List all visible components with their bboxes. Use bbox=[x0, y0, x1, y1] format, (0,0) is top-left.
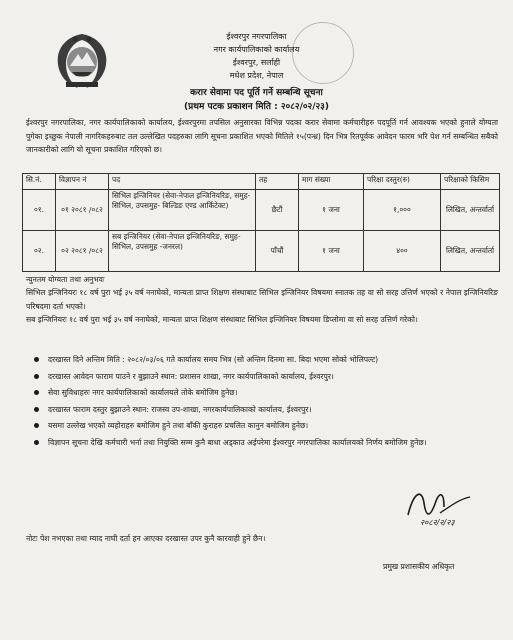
notice-intro: ईश्वरपुर नगरपालिका, नगर कार्यपालिकाको कार्यालय, ईश्वरपुरमा तपसिल अनुसारका विभिन्न पदका करार सेवामा कर्मचारीहरु पदपूर्ति गर्न आवश्यक भएको हुनाले योग्यता पुगेका इच्छुक नेपाली नागरिकहरुबाट तल उल्लेखित पदहरुका लागि सूचना प्रकाशित भएको मितिले १५(पन्ध्र) दिन भित्र रितपूर्वक आवेदन फारम भरि पेश गर्न सम्बन्धित सबैको जानकारीको लागि यो सूचना प्रकाशित गरिएको छ। bbox=[26, 118, 498, 154]
vacancy-table bbox=[22, 173, 500, 272]
table-row bbox=[23, 190, 500, 231]
header-address: ईश्वरपुर, सर्लाही bbox=[232, 58, 281, 67]
header-province: मधेश प्रदेश, नेपाल bbox=[229, 71, 284, 80]
table-header-row bbox=[23, 174, 500, 190]
handwritten-signature bbox=[400, 483, 490, 527]
cell-exam-type: लिखित, अन्तर्वार्ता bbox=[441, 231, 500, 272]
cell-sn: ०१. bbox=[23, 190, 56, 231]
col-post: पद bbox=[109, 174, 256, 190]
footer-note: नोटः पेश नभएका तथा म्याद नाघी दर्ता हन आएका दरखास्त उपर कुनै कारवाही हुने छैन। bbox=[26, 534, 266, 543]
cell-fee: ४०० bbox=[364, 231, 441, 272]
notice-title: करार सेवामा पद पूर्ति गर्ने सम्बन्धि सूचना bbox=[190, 88, 323, 98]
col-adv-no: विज्ञापन नं bbox=[56, 174, 109, 190]
qualification-civil-engineer: सिभिल इन्जिनियरः १८ वर्ष पुरा भई ३५ वर्ष ननाघेको, मान्यता प्राप्त शिक्षण संस्थाबाट सिभिल इन्जिनियर विषयमा स्नातक तह वा सो सरह उत्तिर्ण भएको र नेपाल इन्जिनियरिङ परिषदमा दर्ता भएको। bbox=[26, 288, 498, 311]
cell-fee: १,००० bbox=[364, 190, 441, 231]
col-sn: सि.नं. bbox=[23, 174, 56, 190]
col-level: तह bbox=[256, 174, 299, 190]
terms-list bbox=[30, 353, 500, 452]
col-fee: परिक्षा दस्तुर(रु) bbox=[364, 174, 441, 190]
cell-level: छैटौं bbox=[256, 190, 299, 231]
notice-subtitle: (प्रथम पटक प्रकाशन मिति : २०८२/०२/२३) bbox=[184, 102, 329, 112]
header-municipality: ईश्वरपुर नगरपालिका bbox=[226, 32, 287, 41]
cell-adv-no: ०१ २०८१ /०८२ bbox=[56, 190, 109, 231]
cell-level: पाँचौं bbox=[256, 231, 299, 272]
cell-sn: ०२. bbox=[23, 231, 56, 272]
signatory-title: प्रमुख प्रशासकीय अधिकृत bbox=[383, 562, 455, 571]
col-count: माग संख्या bbox=[299, 174, 364, 190]
col-exam-type: परिक्षाको किसिम bbox=[441, 174, 500, 190]
table-row bbox=[23, 231, 500, 272]
list-item: यसमा उल्लेख भएको व्यहोराहरु बमोजिम हुने तथा बाँकी कुराहरु प्रचलित कानुन बमोजिम हुनेछ। bbox=[30, 419, 500, 432]
list-item: दरखास्त फाराम दस्तुर बुझाउने स्थान: राजस्व उप-शाखा, नगरकार्यपालिकाको कार्यालय, ईश्वरपुर। bbox=[30, 403, 500, 416]
qualification-sub-engineer: सब इन्जिनियरः १८ वर्ष पुरा भई ३५ वर्ष ननाघेको, मान्यता प्राप्त शिक्षण संस्थाबाट सिभिल इन्जिनियर विषयमा डिप्लोमा वा सो सरह उत्तिर्ण गरेको। bbox=[26, 315, 418, 324]
list-item: सेवा सुविधाहरुः नगर कार्यपालिकाको कार्यालयले तोके बमोजिम हुनेछ। bbox=[30, 386, 500, 399]
cell-exam-type: लिखित, अन्तर्वार्ता bbox=[441, 190, 500, 231]
cell-count: १ जना bbox=[299, 190, 364, 231]
cell-count: १ जना bbox=[299, 231, 364, 272]
list-item: दरखास्त आवेदन फाराम पाउने र बुझाउने स्थान: प्रशासन शाखा, नगर कार्यपालिकाको कार्यालय, ईश्वरपुर। bbox=[30, 370, 500, 383]
cell-adv-no: ०२ २०८१ /०८२ bbox=[56, 231, 109, 272]
list-item: दरखास्त दिने अन्तिम मिति : २०८२/०३/०६ गते कार्यालय समय भित्र (सो अन्तिम दिनमा सा. बिदा भएमा सोको भोलिपल्ट) bbox=[30, 353, 500, 366]
cell-post: सिभिल इन्जिनियर (सेवा-नेपाल इन्जिनियरिङ, समुह- सिभिल, उपसमुह- बिल्डिङ एण्ड आर्किटेक्ट) bbox=[109, 190, 256, 231]
cell-post: सब इन्जिनियर (सेवा-नेपाल इन्जिनियरिङ, समुह- सिभिल, उपसमुह -जनरल) bbox=[109, 231, 256, 272]
list-item: विज्ञापन सूचना देखि कर्मचारी भर्ना तथा नियुक्ति सम्म कुनै बाधा अड्काउ अईपरेमा ईश्वरपुर नगरपालिका कार्यालयको निर्णय बमोजिम हुनेछ। bbox=[30, 436, 500, 449]
qualifications-heading: न्युनतम योग्यता तथा अनुभवः bbox=[26, 275, 105, 284]
signature-date: २०८२/२/२३ bbox=[420, 518, 455, 527]
header-office: नगर कार्यपालिकाको कार्यालय bbox=[213, 45, 300, 54]
